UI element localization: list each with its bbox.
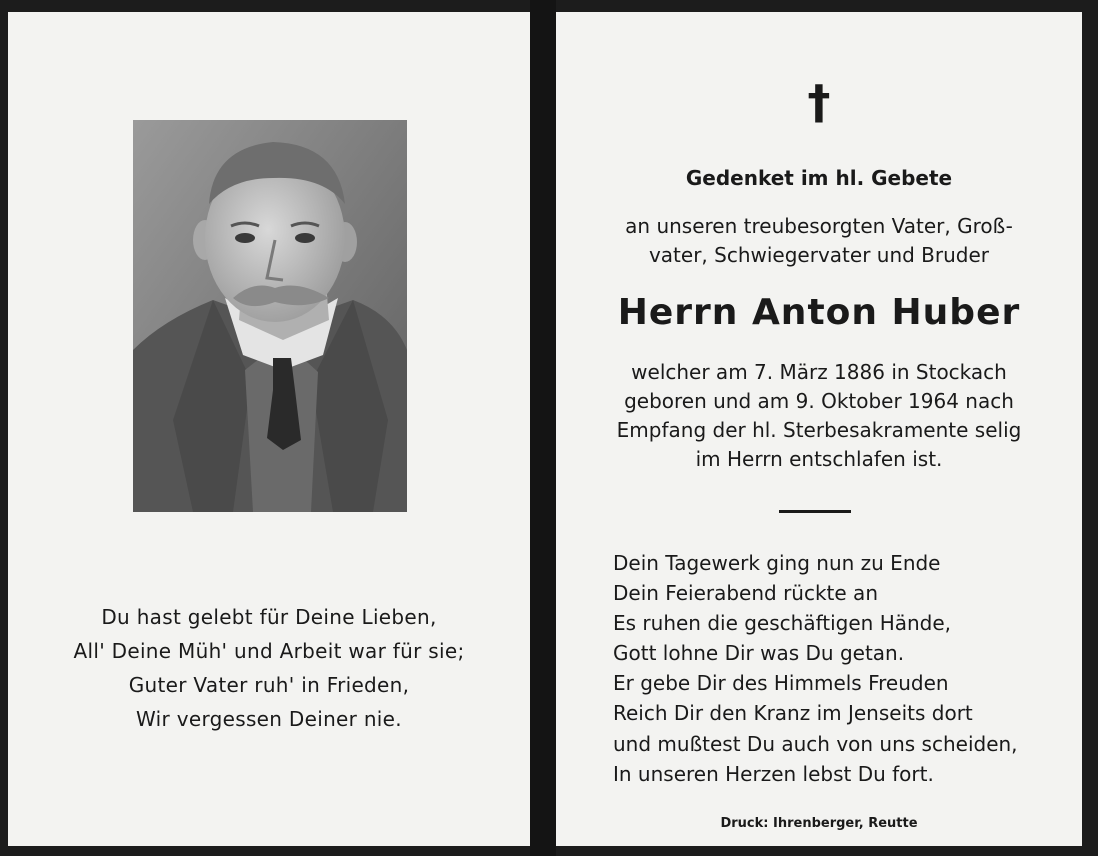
intro-text — [556, 212, 1082, 270]
right-poem-line: Gott lohne Dir was Du getan. — [613, 641, 905, 666]
details-line: Empfang der hl. Sterbesakramente selig — [616, 418, 1022, 442]
right-poem-line: Er gebe Dir des Himmels Freuden — [613, 671, 949, 696]
portrait-illustration — [133, 120, 407, 512]
portrait-photo — [133, 120, 407, 512]
right-poem-line: In unseren Herzen lebst Du fort. — [613, 761, 934, 786]
right-card — [556, 12, 1082, 846]
details-line: im Herrn entschlafen ist. — [695, 447, 943, 471]
left-card — [8, 12, 530, 846]
right-poem-line: Dein Tagewerk ging nun zu Ende — [613, 551, 941, 575]
card-gap — [530, 0, 556, 856]
left-poem-line: Du hast gelebt für Deine Lieben, — [101, 605, 437, 629]
left-poem-line: Guter Vater ruh' in Frieden, — [128, 673, 410, 697]
right-poem-line: Dein Feierabend rückte an — [613, 581, 878, 606]
intro-line: vater, Schwiegervater und Bruder — [648, 243, 990, 267]
memorial-heading: Gedenket im hl. Gebete — [685, 166, 953, 190]
cross-icon: † — [807, 75, 831, 129]
right-poem-line: Es ruhen die geschäftigen Hände, — [613, 611, 952, 636]
right-poem-line: Reich Dir den Kranz im Jenseits dort — [613, 701, 973, 726]
deceased-name: Herrn Anton Huber — [617, 292, 1021, 333]
divider-rule — [779, 510, 851, 513]
right-poem-line: und mußtest Du auch von uns scheiden, — [613, 731, 1018, 756]
left-poem — [8, 600, 530, 736]
left-poem-line: Wir vergessen Deiner nie. — [136, 707, 402, 731]
right-poem — [613, 548, 1018, 789]
details-line: welcher am 7. März 1886 in Stockach — [631, 360, 1007, 384]
left-poem-line: All' Deine Müh' und Arbeit war für sie; — [73, 639, 465, 663]
printer-credit: Druck: Ihrenberger, Reutte — [720, 816, 918, 831]
details-line: geboren und am 9. Oktober 1964 nach — [624, 389, 1014, 413]
life-details — [556, 358, 1082, 474]
intro-line: an unseren treubesorgten Vater, Groß- — [625, 214, 1013, 238]
